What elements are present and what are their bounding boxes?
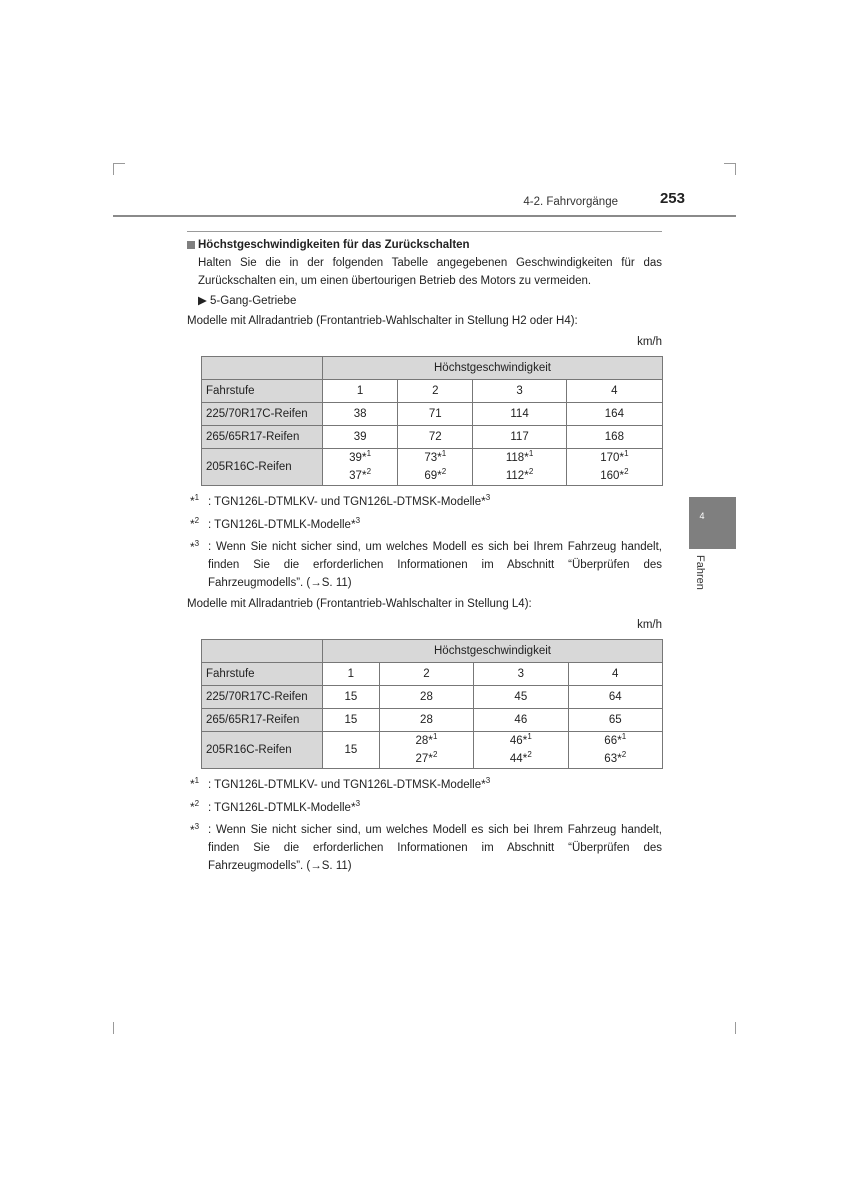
value-text: 15 [344,714,358,726]
value-text: 44 [509,753,523,765]
star-glyph: * [190,517,195,531]
cell-value [415,732,438,747]
cell-value [420,714,433,726]
row-header: Fahrstufe [202,663,323,686]
cell-value [605,431,624,443]
star-glyph: * [350,517,356,531]
heading-square-icon [187,241,195,249]
crop-mark-top-left-h [113,163,125,164]
section-intro: Halten Sie die in der folgenden Tabelle angegebenen Geschwindigkeiten für das Zurückschalten ein, um einen übertourigen Betrieb des Motors zu vermeiden. [198,257,662,287]
value-text: 39 [349,452,362,464]
footnote-marker [428,750,438,765]
speed-cell [379,709,473,732]
running-header-section: 4-2. Fahrvorgänge [523,196,618,208]
footnote-marker [617,732,627,747]
marker-number: 1 [366,449,372,458]
footnote [187,775,662,795]
value-text: 64 [608,691,622,703]
marker-number: 2 [624,467,629,476]
table-row [202,426,663,449]
star-glyph: * [361,450,367,464]
marker-number: 2 [527,750,532,759]
table-header-row [202,640,663,663]
star-glyph: * [190,494,195,508]
value-text: 66 [604,735,618,747]
speed-cell [474,709,568,732]
value-text: 39 [353,431,367,443]
value-text: 28 [420,691,433,703]
section-rule [187,231,662,232]
crop-mark-top-right-v [735,163,736,175]
speed-cell [473,426,566,449]
footnote-marker [428,732,438,747]
star-glyph: * [428,751,433,765]
value-text: 118 [505,452,525,464]
speed-cell [566,449,662,486]
value-text: 15 [344,744,358,756]
footnote-marker [361,449,372,464]
footnote-marker [617,750,627,765]
star-glyph: * [350,800,356,814]
value-text: 114 [510,408,529,420]
speed-cell [398,449,473,486]
star-glyph: * [617,751,622,765]
footnote-ref [481,493,491,508]
table-unit: km/h [637,619,662,631]
cell-value [509,732,532,747]
value-text: 71 [428,408,442,420]
speed-cell [323,709,380,732]
footnote-body: : Wenn Sie nicht sicher sind, um welches Modell es sich bei Ihrem Fahrzeug handelt, finden Sie die erforderlichen Informationen im Abschnitt “Überprüfen des Fahrzeugmodells”. (→S. 11) [208,824,662,872]
cell-value [505,449,534,464]
cell-value [505,467,534,482]
table-row [202,709,663,732]
section-heading-text: Höchstgeschwindigkeiten für das Zurückschalten [198,239,470,251]
cell-value [344,691,357,703]
cell-value [514,691,527,703]
star-glyph: * [190,823,195,837]
value-text: 15 [344,691,358,703]
value-text: 46 [509,735,523,747]
speed-cell [474,732,568,769]
speed-cell [398,403,473,426]
marker-number: 2 [366,467,372,476]
footnote-mark [190,798,199,818]
footnote-text [208,538,662,592]
page-number: 253 [659,190,685,207]
star-glyph: * [361,468,367,482]
speed-cell [473,403,566,426]
speed-table [201,639,663,769]
value-text: 37 [349,470,362,482]
chapter-label [690,555,710,605]
footnote-marker [361,467,372,482]
gear-number: 4 [568,663,662,686]
footnote-body: : Wenn Sie nicht sicher sind, um welches Modell es sich bei Ihrem Fahrzeug handelt, finden Sie die erforderlichen Informationen im Abschnitt “Überprüfen des Fahrzeugmodells”. (→S. 11) [208,541,662,589]
value-text: 160 [600,470,620,482]
value-text: 168 [604,431,624,443]
tyre-label: 225/70R17C-Reifen [202,403,323,426]
footnote-ref [350,799,361,814]
speed-cell [566,403,662,426]
cell-value [510,431,528,443]
footnote-text [208,821,662,875]
cell-value [415,750,438,765]
footnote [187,515,662,535]
tyre-label: 265/65R17-Reifen [202,709,323,732]
table-group-header: Höchstgeschwindigkeit [323,640,663,663]
footnote-text [208,798,662,818]
footnote-text [208,775,662,795]
gear-number: 3 [474,663,568,686]
row-header: Fahrstufe [202,380,323,403]
star-glyph: * [524,468,529,482]
cell-value [424,467,447,482]
star-glyph: * [522,751,528,765]
footnote-mark [190,821,199,841]
value-text: 117 [510,431,529,443]
cell-value [600,467,629,482]
speed-cell [379,686,473,709]
gear-number: 1 [323,380,398,403]
table-row [202,449,663,486]
cell-value [354,431,367,443]
footnote [187,798,662,818]
footnote [187,821,662,875]
cell-value [349,467,372,482]
footnote-ref-number: 3 [355,516,361,525]
star-glyph: * [437,450,442,464]
gear-row [202,380,663,403]
value-text: 170 [600,452,620,464]
cell-value [509,750,532,765]
footnote-body: : TGN126L-DTMLK-Modelle [208,802,351,814]
cell-value [600,449,629,464]
table-group-header: Höchstgeschwindigkeit [323,357,663,380]
speed-cell [568,709,662,732]
footnote-marker [524,449,534,464]
marker-number: 2 [441,467,447,476]
footnote-marker [522,750,532,765]
marker-number: 1 [432,732,438,741]
cell-value [605,408,624,420]
speed-cell [323,732,380,769]
value-text: 69 [424,470,438,482]
footnote-number: 2 [194,799,200,808]
header-rule [113,215,736,217]
star-glyph: * [428,733,433,747]
star-glyph: * [190,777,195,791]
footnote-marker [437,449,447,464]
value-text: 46 [514,714,528,726]
crop-mark-top-left-v [113,163,114,175]
star-glyph: * [522,733,528,747]
tables-container [187,312,662,875]
chapter-tab [689,497,736,549]
marker-number: 1 [621,732,627,741]
value-text: 45 [514,691,528,703]
star-glyph: * [524,450,529,464]
footnote-ref [350,516,361,531]
section-heading [187,236,662,254]
speed-cell [323,403,398,426]
star-glyph: * [481,494,486,508]
table-row [202,732,663,769]
crop-mark-bottom-left-v [113,1022,114,1034]
marker-number: 2 [621,750,627,759]
footnote-body: : TGN126L-DTMLK-Modelle [208,519,351,531]
gear-number: 2 [398,380,473,403]
footnote-marker [524,467,534,482]
footnote-number: 1 [194,493,200,502]
cell-value [354,408,367,420]
cell-value [349,449,372,464]
footnote-marker [619,449,629,464]
cell-value [429,408,442,420]
footnote [187,538,662,592]
chapter-tab-number: 4 [699,511,705,521]
cell-value [344,714,357,726]
footnote-body: : TGN126L-DTMLKV- und TGN126L-DTMSK-Modelle [208,779,482,791]
footnote-marker [522,732,532,747]
tyre-label: 225/70R17C-Reifen [202,686,323,709]
star-glyph: * [619,450,625,464]
value-text: 164 [604,408,624,420]
footnote-ref [481,776,491,791]
speed-cell [398,426,473,449]
star-glyph: * [617,733,622,747]
table-corner-cell [202,357,323,380]
speed-cell [323,449,398,486]
cell-value [609,691,622,703]
gear-number: 3 [473,380,566,403]
marker-number: 2 [432,750,438,759]
crop-mark-bottom-right-v [735,1022,736,1034]
value-text: 73 [424,452,438,464]
footnote [187,492,662,512]
marker-number: 1 [527,732,532,741]
speed-cell [566,426,662,449]
cell-value [424,449,447,464]
footnote-mark [190,538,199,558]
value-text: 27 [415,753,429,765]
footnote-marker [619,467,629,482]
cell-value [510,408,528,420]
gear-number: 4 [566,380,662,403]
footnote-number: 3 [194,539,200,548]
star-glyph: * [481,777,486,791]
speed-cell [568,732,662,769]
gear-number: 2 [379,663,473,686]
value-text: 72 [428,431,442,443]
footnote-text [208,492,662,512]
table-corner-cell [202,640,323,663]
gear-number: 1 [323,663,380,686]
tyre-label: 205R16C-Reifen [202,449,323,486]
cell-value [429,431,442,443]
value-text: 63 [604,753,618,765]
footnote-number: 3 [194,822,200,831]
star-glyph: * [190,540,195,554]
footnote-mark [190,492,199,512]
footnote-mark [190,515,199,535]
marker-number: 1 [624,449,629,458]
table-caption: Modelle mit Allradantrieb (Frontantrieb-Wahlschalter in Stellung H2 oder H4): [187,315,578,327]
cell-value [344,744,357,756]
cell-value [609,714,622,726]
footnote-ref-number: 3 [485,493,491,502]
footnote-number: 1 [194,776,200,785]
speed-cell [568,686,662,709]
value-text: 112 [505,470,525,482]
speed-cell [473,449,566,486]
star-glyph: * [619,468,625,482]
table-header-row [202,357,663,380]
chapter-label-text: Fahren [694,555,706,590]
value-text: 28 [420,714,433,726]
speed-cell [323,686,380,709]
page-content [187,236,662,875]
table-caption: Modelle mit Allradantrieb (Frontantrieb-Wahlschalter in Stellung L4): [187,598,532,610]
marker-number: 1 [441,449,447,458]
speed-cell [323,426,398,449]
footnote-body: : TGN126L-DTMLKV- und TGN126L-DTMSK-Modelle [208,496,482,508]
gear-row [202,663,663,686]
cell-value [514,714,527,726]
speed-cell [379,732,473,769]
star-glyph: * [437,468,442,482]
speed-table [201,356,663,486]
cell-value [420,691,433,703]
value-text: 65 [608,714,622,726]
table-row [202,686,663,709]
marker-number: 1 [528,449,534,458]
marker-number: 2 [528,467,534,476]
tyre-label: 265/65R17-Reifen [202,426,323,449]
transmission-subhead: ▶ 5-Gang-Getriebe [198,295,297,307]
cell-value [604,732,627,747]
footnote-ref-number: 3 [485,776,491,785]
footnote-text [208,515,662,535]
tyre-label: 205R16C-Reifen [202,732,323,769]
cell-value [604,750,627,765]
footnote-number: 2 [194,516,200,525]
footnote-mark [190,775,199,795]
table-unit: km/h [637,336,662,348]
value-text: 38 [353,408,367,420]
star-glyph: * [190,800,195,814]
footnote-ref-number: 3 [355,799,361,808]
value-text: 28 [415,735,429,747]
speed-cell [474,686,568,709]
table-row [202,403,663,426]
footnote-marker [437,467,447,482]
